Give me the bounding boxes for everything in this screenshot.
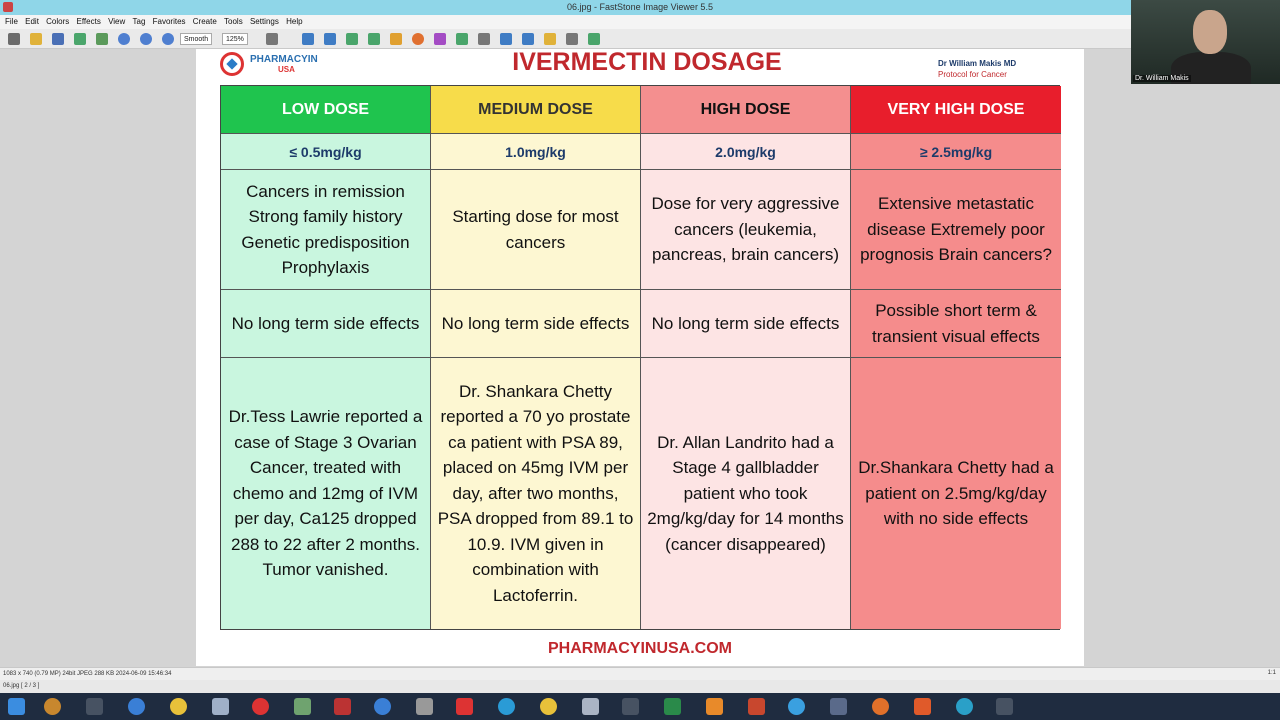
open-folder-icon[interactable] xyxy=(30,33,42,45)
rotate-left-icon[interactable] xyxy=(346,33,358,45)
header-low-dose: LOW DOSE xyxy=(221,86,430,134)
firefox-icon[interactable] xyxy=(872,698,889,715)
menu-settings[interactable]: Settings xyxy=(249,17,279,26)
app-icon-triangle[interactable] xyxy=(334,698,351,715)
header-very-high-dose: VERY HIGH DOSE xyxy=(851,86,1061,134)
settings-icon[interactable] xyxy=(566,33,578,45)
chrome-icon[interactable] xyxy=(170,698,187,715)
side-effects-high: No long term side effects xyxy=(641,290,850,358)
column-low-dose xyxy=(221,86,431,629)
email-icon[interactable] xyxy=(74,33,86,45)
window-title: 06.jpg - FastStone Image Viewer 5.5 xyxy=(567,2,713,12)
faststone-icon[interactable] xyxy=(996,698,1013,715)
logo-name: PHARMACYIN xyxy=(250,54,318,65)
red-eye-icon[interactable] xyxy=(390,33,402,45)
side-effects-medium: No long term side effects xyxy=(431,290,640,358)
case-medium: Dr. Shankara Chetty reported a 70 yo prostate ca patient with PSA 89, placed on 45mg IVM per day, after two months, PSA dropped from 89.1 to 10.9. IVM given in combination with Lactoferrin. xyxy=(431,358,640,629)
menu-bar xyxy=(0,15,1280,29)
adjust-colors-icon[interactable] xyxy=(412,33,424,45)
skype-icon[interactable] xyxy=(788,698,805,715)
menu-colors[interactable]: Colors xyxy=(46,17,70,26)
fit-icon[interactable] xyxy=(162,33,174,45)
zoom-ratio: 1:1 xyxy=(1267,670,1276,676)
column-very-high-dose xyxy=(851,86,1061,629)
start-icon[interactable] xyxy=(8,698,25,715)
header-medium-dose: MEDIUM DOSE xyxy=(431,86,640,134)
menu-file[interactable]: File xyxy=(5,17,18,26)
zoom-select[interactable]: 125% xyxy=(222,33,248,45)
case-high: Dr. Allan Landrito had a Stage 4 gallbladder patient who took 2mg/kg/day for 14 months (cancer disappeared) xyxy=(641,358,850,629)
author-subtitle: Protocol for Cancer xyxy=(938,70,1007,79)
app-icon-green[interactable] xyxy=(294,698,311,715)
draw-icon[interactable] xyxy=(456,33,468,45)
smooth-checkbox[interactable]: Smooth xyxy=(180,33,212,45)
crop-icon[interactable] xyxy=(302,33,314,45)
telegram-icon[interactable] xyxy=(498,698,515,715)
app-icon-doc[interactable] xyxy=(582,698,599,715)
app-icon-yellow[interactable] xyxy=(540,698,557,715)
dose-high: 2.0mg/kg xyxy=(641,134,850,170)
menu-effects[interactable]: Effects xyxy=(76,17,101,26)
column-high-dose xyxy=(641,86,851,629)
edge-legacy-icon[interactable] xyxy=(128,698,145,715)
zoom-app-icon[interactable] xyxy=(374,698,391,715)
menu-favorites[interactable]: Favorites xyxy=(152,17,186,26)
document-title: IVERMECTIN DOSAGE xyxy=(512,48,782,76)
taskbar xyxy=(0,693,1280,720)
vlc-icon[interactable] xyxy=(706,698,723,715)
browser-icon[interactable] xyxy=(8,33,20,45)
column-medium-dose xyxy=(431,86,641,629)
powerpoint-icon[interactable] xyxy=(748,698,765,715)
webcam-name-label: Dr. William Makis xyxy=(1135,75,1189,82)
app-icon-blue[interactable] xyxy=(830,698,847,715)
notepad-icon[interactable] xyxy=(212,698,229,715)
zoom-in-icon[interactable] xyxy=(118,33,130,45)
brave-icon[interactable] xyxy=(914,698,931,715)
excel-icon[interactable] xyxy=(664,698,681,715)
zoom-out-icon[interactable] xyxy=(140,33,152,45)
presenter-head xyxy=(1193,10,1227,54)
dosage-table xyxy=(220,85,1060,630)
logo-mark-icon xyxy=(220,52,244,76)
side-effects-low: No long term side effects xyxy=(221,290,430,358)
webcam-overlay xyxy=(1131,0,1280,84)
save-icon[interactable] xyxy=(52,33,64,45)
use-very-high: Extensive metastatic disease Extremely poor prognosis Brain cancers? xyxy=(851,170,1061,290)
dose-very-high: ≥ 2.5mg/kg xyxy=(851,134,1061,170)
header-high-dose: HIGH DOSE xyxy=(641,86,850,134)
dose-medium: 1.0mg/kg xyxy=(431,134,640,170)
image-info: 1083 x 740 (0.79 MP) 24bit JPEG 288 KB 2024-06-09 15:46:34 xyxy=(3,671,172,677)
status-bar xyxy=(0,667,1280,680)
footer-url: PHARMACYINUSA.COM xyxy=(548,640,732,657)
dose-low: ≤ 0.5mg/kg xyxy=(221,134,430,170)
menu-view[interactable]: View xyxy=(108,17,126,26)
app-icon-gray[interactable] xyxy=(416,698,433,715)
file-explorer-icon[interactable] xyxy=(86,698,103,715)
case-very-high: Dr.Shankara Chetty had a patient on 2.5mg/kg/day with no side effects xyxy=(851,358,1061,629)
lock-icon[interactable] xyxy=(544,33,556,45)
case-low: Dr.Tess Lawrie reported a case of Stage 3 Ovarian Cancer, treated with chemo and 12mg of IVM per day, Ca125 dropped 288 to 22 after 2 months. Tumor vanished. xyxy=(221,358,430,629)
app-icon-1[interactable] xyxy=(44,698,61,715)
menu-edit[interactable]: Edit xyxy=(25,17,39,26)
use-high: Dose for very aggressive cancers (leukemia, pancreas, brain cancers) xyxy=(641,170,850,290)
page-indicator: 06.jpg [ 2 / 3 ] xyxy=(3,683,40,689)
use-low: Cancers in remission Strong family history Genetic predisposition Prophylaxis xyxy=(221,170,430,290)
compare-icon[interactable] xyxy=(478,33,490,45)
effects-icon[interactable] xyxy=(434,33,446,45)
fullscreen-icon[interactable] xyxy=(588,33,600,45)
resize-icon[interactable] xyxy=(324,33,336,45)
use-medium: Starting dose for most cancers xyxy=(431,170,640,290)
page-bar xyxy=(0,680,1280,693)
logo-sub: USA xyxy=(278,65,295,74)
edge-icon[interactable] xyxy=(956,698,973,715)
side-effects-very-high: Possible short term & transient visual effects xyxy=(851,290,1061,358)
toolbar xyxy=(0,29,1280,49)
rotate-right-icon[interactable] xyxy=(368,33,380,45)
menu-tag[interactable]: Tag xyxy=(132,17,146,26)
slideshow-icon[interactable] xyxy=(500,33,512,45)
menu-create[interactable]: Create xyxy=(192,17,217,26)
screen-capture-icon[interactable] xyxy=(522,33,534,45)
undo-icon[interactable] xyxy=(266,33,278,45)
pharmacy-logo xyxy=(220,52,330,78)
word-icon[interactable] xyxy=(622,698,639,715)
app-icon-red[interactable] xyxy=(252,698,269,715)
window-titlebar xyxy=(0,0,1280,15)
menu-tools[interactable]: Tools xyxy=(224,17,243,26)
author-name: Dr William Makis MD xyxy=(938,59,1017,68)
print-icon[interactable] xyxy=(96,33,108,45)
author-block xyxy=(938,58,1016,80)
pdf-icon[interactable] xyxy=(456,698,473,715)
menu-help[interactable]: Help xyxy=(286,17,303,26)
